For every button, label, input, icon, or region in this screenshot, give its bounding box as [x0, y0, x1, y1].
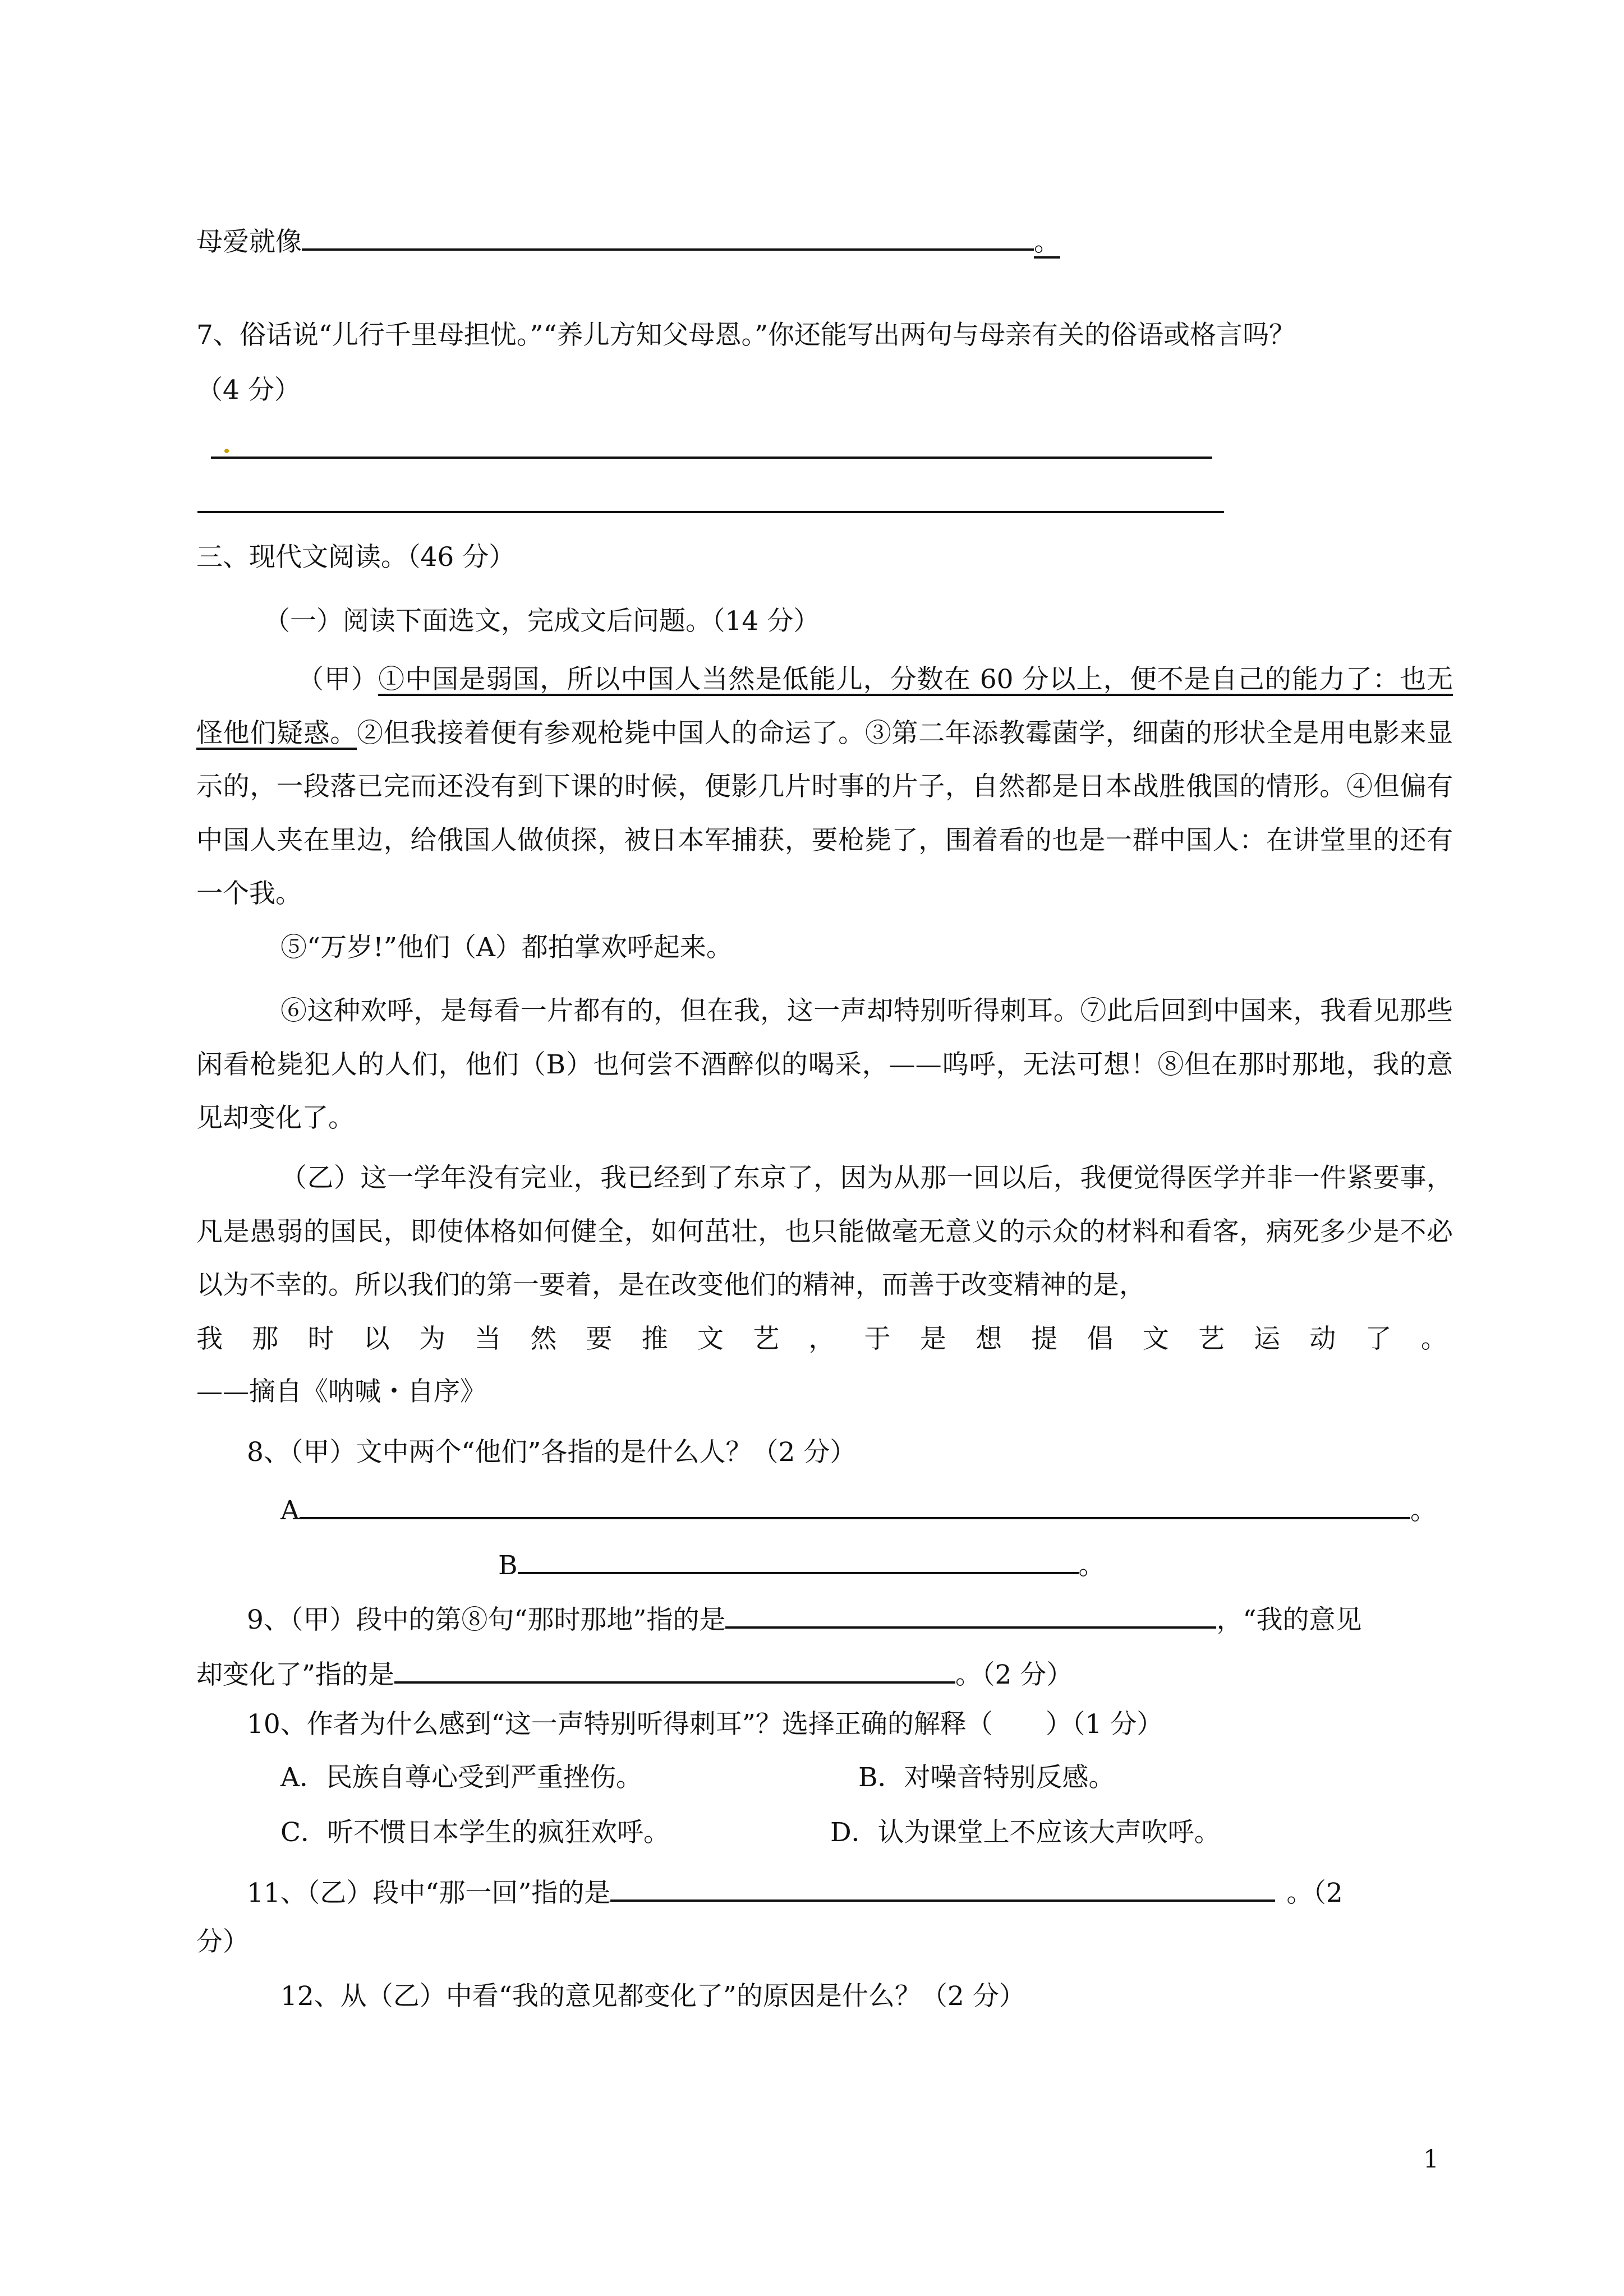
passage-yi-last-char: 提: [1031, 1324, 1058, 1354]
passage-yi-last-char: 倡: [1087, 1324, 1114, 1354]
passage-jia-underlined: ①中国是弱国，所以中国人当然是低能儿，分数在 60 分以上，便不是自己的能力了：也无怪他们疑惑。: [196, 664, 1453, 749]
q10-option-a[interactable]: A．民族自尊心受到严重挫伤。: [280, 1762, 642, 1793]
q9-text-4: 。（2 分）: [955, 1659, 1073, 1690]
q11-end: 。（2: [1286, 1878, 1343, 1908]
q7-score: （4 分）: [196, 375, 301, 405]
passage-yi-last-char: 为: [418, 1324, 445, 1354]
passage-yi-last-char: 。: [1420, 1324, 1447, 1354]
passage-yi-last-char: 艺: [753, 1324, 780, 1354]
passage-yi-last-char: 是: [919, 1324, 946, 1354]
q10-question: 10、作者为什么感到“这一声特别听得刺耳”？选择正确的解释（ ）（1 分）: [247, 1709, 1163, 1740]
q10-option-b[interactable]: B．对噪音特别反感。: [858, 1762, 1115, 1793]
passage-yi-last-char: 那: [252, 1324, 279, 1354]
q8-a-label: A: [280, 1495, 300, 1526]
q10-option-c[interactable]: C．听不惯日本学生的疯狂欢呼。: [280, 1817, 670, 1848]
passage-jia-rest: ②但我接着便有参观枪毙中国人的命运了。③第二年添教霉菌学，细菌的形状全是用电影来显示的，一段落已完而还没有到下课的时候，便影几片时事的片子，自然都是日本战胜俄国的情形。④但偏有中国人夹在里边，给俄国人做侦探，被日本军捕获，要枪毙了，围着看的也是一群中国人：在讲堂里的还有一个我。: [196, 717, 1453, 909]
part-title: （一）阅读下面选文，完成文后问题。（14 分）: [264, 606, 820, 637]
q7-answer-line-2[interactable]: [197, 511, 1224, 513]
passage-source: ——摘自《呐喊・自序》: [196, 1376, 486, 1407]
q9-text-1: 9、（甲）段中的第⑧句“那时那地”指的是: [247, 1605, 726, 1635]
q12-question: 12、从（乙）中看“我的意见都变化了”的原因是什么？（2 分）: [280, 1981, 1025, 2012]
stray-mark: [224, 449, 229, 453]
q6-answer-line: [196, 220, 1453, 259]
q6-end: 。: [1034, 227, 1060, 257]
passage-yi-last-char: 了: [1365, 1324, 1392, 1354]
q6-blank[interactable]: [302, 220, 1034, 251]
q8-b-blank[interactable]: [518, 1544, 1079, 1574]
section-title: 三、现代文阅读。（46 分）: [196, 542, 516, 573]
passage-yi-last-char: 艺: [1198, 1324, 1225, 1354]
q11-blank[interactable]: [610, 1871, 1275, 1902]
passage-yi-last-char: 时: [307, 1324, 334, 1354]
q9-blank-2[interactable]: [394, 1653, 955, 1684]
q7-answer-line-1[interactable]: [211, 457, 1212, 459]
passage-yi-last-char: 推: [641, 1324, 668, 1354]
q8-answer-b: [498, 1544, 1624, 1583]
passage-yi-last-char: ，: [808, 1324, 835, 1354]
passage-yi-last-char: 然: [530, 1324, 557, 1354]
q10-option-d[interactable]: D．认为课堂上不应该大声吹呼。: [830, 1817, 1221, 1848]
q8-a-blank[interactable]: [300, 1489, 1410, 1519]
passage-yi-last-char: 要: [586, 1324, 613, 1354]
q6-prefix: 母爱就像: [196, 227, 302, 257]
q11-text: 11、（乙）段中“那一回”指的是: [247, 1878, 611, 1908]
q8-answer-a: [280, 1489, 1537, 1528]
q8-question: 8、（甲）文中两个“他们”各指的是什么人？（2 分）: [247, 1437, 857, 1468]
passage-yi-last-char: 于: [864, 1324, 891, 1354]
passage-jia: [196, 653, 1453, 921]
q8-a-end: 。: [1410, 1495, 1437, 1526]
passage-yi-last-char: 运: [1254, 1324, 1281, 1354]
passage-yi-last-char: 文: [1142, 1324, 1169, 1354]
passage-jia-p6: ⑥这种欢呼，是每看一片都有的，但在我，这一声却特别听得刺耳。⑦此后回到中国来，我看见那些闲看枪毙犯人的人们，他们（B）也何尝不酒醉似的喝采，——呜呼，无法可想！⑧但在那时那地，我的意见却变化了。: [196, 995, 1453, 1133]
passage-yi: （乙）这一学年没有完业，我已经到了东京了，因为从那一回以后，我便觉得医学并非一件紧要事，凡是愚弱的国民，即使体格如何健全，如何茁壮，也只能做毫无意义的示众的材料和看客，病死多少是不必以为不幸的。所以我们的第一要着，是在改变他们的精神，而善于改变精神的是，: [196, 1163, 1453, 1301]
q11-wrap: 分）: [196, 1926, 249, 1957]
passage-yi-last-char: 想: [976, 1324, 1002, 1354]
passage-yi-last-char: 当: [475, 1324, 502, 1354]
passage-yi-last-char: 以: [363, 1324, 390, 1354]
passage-yi-last-line: [196, 1322, 1447, 1356]
q11-line: [247, 1871, 1503, 1910]
page-number: 1: [1423, 2145, 1439, 2174]
q9-line-2: [196, 1653, 1453, 1692]
passage-jia-label: （甲）: [297, 664, 379, 695]
q9-line-1: [247, 1598, 1503, 1637]
passage-yi-last-char: 文: [697, 1324, 724, 1354]
q7-question: 7、俗话说“儿行千里母担忧。”“养儿方知父母恩。”你还能写出两句与母亲有关的俗语或格言吗？: [196, 320, 1296, 351]
passage-yi-last-char: 动: [1309, 1324, 1336, 1354]
q8-b-label: B: [498, 1550, 518, 1581]
passage-jia-p5: ⑤“万岁!”他们（A）都拍掌欢呼起来。: [280, 932, 733, 963]
q9-blank-1[interactable]: [725, 1598, 1216, 1629]
passage-yi-last-char: 我: [196, 1324, 223, 1354]
q9-text-2: ，“我的意见: [1216, 1605, 1362, 1635]
q8-b-end: 。: [1078, 1550, 1105, 1581]
q9-text-3: 却变化了”指的是: [196, 1659, 395, 1690]
